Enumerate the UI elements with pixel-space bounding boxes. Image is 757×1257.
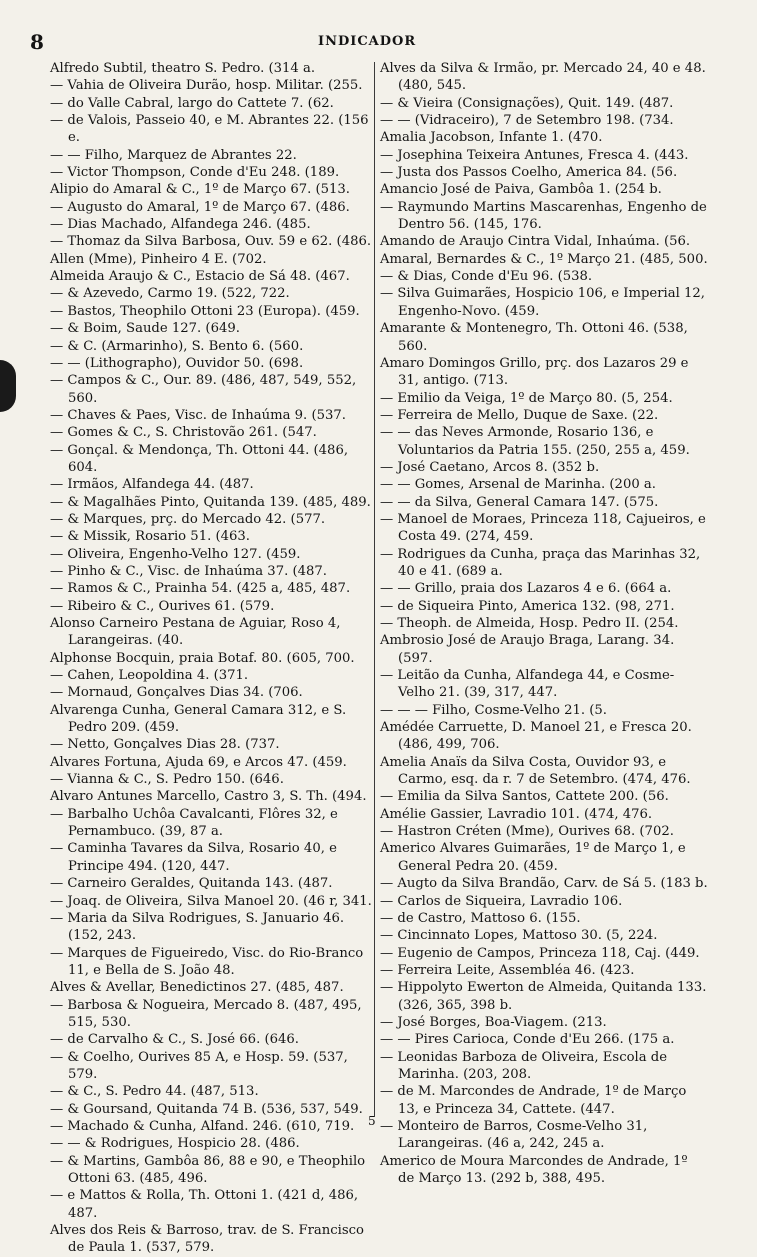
directory-entry: — — Grillo, praia dos Lazaros 4 e 6. (664 a. [380,581,672,597]
directory-entry: — Machado & Cunha, Alfand. 246. (610, 719. [50,1118,355,1134]
directory-entry: — Emilio da Veiga, 1º de Março 80. (5, 254. [380,390,673,406]
directory-entry: — Vahia de Oliveira Durão, hosp. Militar. (255. [50,78,363,94]
directory-entry: — & Azevedo, Carmo 19. (522, 722. [50,286,290,302]
directory-entry: — — Filho, Marquez de Abrantes 22. [50,147,297,163]
directory-entry: — e Mattos & Rolla, Th. Ottoni 1. (421 d, 486, 487. [50,1188,359,1221]
directory-entry: — Ferreira de Mello, Duque de Saxe. (22. [380,407,659,423]
directory-entry: — Bastos, Theophilo Ottoni 23 (Europa). (459. [50,303,360,319]
directory-entry: — Vianna & C., S. Pedro 150. (646. [50,772,284,788]
directory-entry: — — (Lithographo), Ouvidor 50. (698. [50,355,304,371]
directory-entry: — José Borges, Boa-Viagem. (213. [380,1014,607,1030]
directory-entry: Amancio José de Paiva, Gambôa 1. (254 b. [380,182,662,198]
directory-entry: — de Castro, Mattoso 6. (155. [380,910,581,926]
directory-entry: — Carlos de Siqueira, Lavradio 106. [380,893,623,909]
directory-entry: — — Pires Carioca, Conde d'Eu 266. (175 a. [380,1032,675,1048]
directory-entry: — Ribeiro & C., Ourives 61. (579. [50,598,275,614]
directory-entry: — Dias Machado, Alfandega 246. (485. [50,217,311,233]
directory-entry: — Ferreira Leite, Assembléa 46. (423. [380,962,635,978]
directory-entry: — Maria da Silva Rodrigues, S. Januario 46. (152, 243. [50,910,345,944]
directory-entry: — — — Filho, Cosme-Velho 21. (5. [380,702,607,718]
directory-entry: — & Boim, Saude 127. (649. [50,321,240,337]
directory-entry: — Netto, Gonçalves Dias 28. (737. [50,737,280,753]
directory-entry: — Barbosa & Nogueira, Mercado 8. (487, 495, 515, 530. [50,997,362,1030]
directory-entry: — Thomaz da Silva Barbosa, Ouv. 59 e 62. (486. [50,234,372,250]
directory-entry: — Monteiro de Barros, Cosme-Velho 31, Larangeiras. (46 a, 242, 245 a. [380,1118,648,1152]
directory-entry: — Theoph. de Almeida, Hosp. Pedro II. (254. [380,616,679,631]
directory-entry: Alphonse Bocquin, praia Botaf. 80. (605, 700. [50,650,355,666]
directory-entry: — & Goursand, Quitanda 74 B. (536, 537, 549. [50,1101,363,1117]
directory-entry: Alves dos Reis & Barroso, trav. de S. Francisco de Paula 1. (537, 579. [50,1223,364,1256]
directory-entry: — do Valle Cabral, largo do Cattete 7. (62. [50,95,334,111]
directory-entry: Americo Alvares Guimarães, 1º de Março 1, e General Pedra 20. (459. [380,841,686,874]
directory-entry: — Emilia da Silva Santos, Cattete 200. (56. [380,789,669,805]
directory-entry: — de Valois, Passeio 40, e M. Abrantes 22. (156 e. [50,113,369,146]
directory-entry: — Caminha Tavares da Silva, Rosario 40, e Principe 494. (120, 447. [50,841,337,874]
directory-entry: — Gonçal. & Mendonça, Th. Ottoni 44. (486, 604. [50,442,349,475]
directory-entry: Amalia Jacobson, Infante 1. (470. [380,130,603,146]
directory-entry: — & Vieira (Consignações), Quit. 149. (487. [380,95,674,111]
directory-entry: — Campos & C., Our. 89. (486, 487, 549, 552, 560. [50,373,357,406]
directory-entry: Alvares Fortuna, Ajuda 69, e Arcos 47. (459. [50,754,347,770]
signature-mark: 5 [368,1114,376,1128]
directory-entry: — — (Vidraceiro), 7 de Setembro 198. (734. [380,113,674,129]
directory-entry: — Victor Thompson, Conde d'Eu 248. (189. [50,165,340,181]
directory-entry: — Cahen, Leopoldina 4. (371. [50,668,249,684]
directory-entry: — Augusto do Amaral, 1º de Março 67. (486. [50,199,350,215]
directory-entry: Alvaro Antunes Marcello, Castro 3, S. Th. (494. [50,789,367,805]
directory-entry: — de Carvalho & C., S. José 66. (646. [50,1032,299,1048]
directory-entry: — Gomes & C., S. Christovão 261. (547. [50,425,317,441]
directory-entry: — Chaves & Paes, Visc. de Inhaúma 9. (537. [50,407,346,423]
directory-entry: — José Caetano, Arcos 8. (352 b. [380,459,600,475]
page-number: 8 [30,30,44,54]
directory-entry: — Manoel de Moraes, Princeza 118, Cajueiros, e Costa 49. (274, 459. [380,511,706,545]
directory-entry: — Leitão da Cunha, Alfandega 44, e Cosme-Velho 21. (39, 317, 447. [380,668,675,701]
directory-entry: — & Magalhães Pinto, Quitanda 139. (485, 489. [50,494,371,510]
directory-entry: — Irmãos, Alfandega 44. (487. [50,477,254,493]
directory-entry: — Marques de Figueiredo, Visc. do Rio-Branco 11, e Bella de S. João 48. [50,945,364,978]
directory-entry: — & Marques, prç. do Mercado 42. (577. [50,511,326,527]
directory-entry: Alves da Silva & Irmão, pr. Mercado 24, 40 e 48. (480, 545. [380,61,706,94]
binding-shadow [0,360,16,412]
directory-entry: — & Coelho, Ourives 85 A, e Hosp. 59. (537, 579. [50,1049,348,1082]
directory-entry: — Justa dos Passos Coelho, America 84. (56. [380,165,678,181]
directory-entry: — Carneiro Geraldes, Quitanda 143. (487. [50,876,333,892]
directory-entry: Almeida Araujo & C., Estacio de Sá 48. (467. [50,269,350,285]
directory-entry: — Eugenio de Campos, Princeza 118, Caj. (449. [380,945,700,961]
directory-entry: Allen (Mme), Pinheiro 4 E. (702. [50,251,267,267]
directory-entry: — Raymundo Martins Mascarenhas, Engenho de Dentro 56. (145, 176. [380,199,707,233]
directory-entry: — Leonidas Barboza de Oliveira, Escola de Marinha. (203, 208. [380,1049,668,1082]
directory-entry: — Silva Guimarães, Hospicio 106, e Imperial 12, Engenho-Novo. (459. [380,286,705,319]
directory-entry: — Mornaud, Gonçalves Dias 34. (706. [50,685,303,701]
left-column [50,60,377,1256]
directory-entry: Amarante & Montenegro, Th. Ottoni 46. (538, 560. [380,321,688,354]
directory-entry: — & Dias, Conde d'Eu 96. (538. [380,269,593,285]
directory-entry: — Josephina Teixeira Antunes, Fresca 4. (443. [380,147,689,163]
directory-entry: — Barbalho Uchôa Cavalcanti, Flôres 32, e Pernambuco. (39, 87 a. [50,806,338,840]
directory-entry: Alonso Carneiro Pestana de Aguiar, Roso 4, Larangeiras. (40. [50,616,341,649]
directory-entry: Americo de Moura Marcondes de Andrade, 1º de Março 13. (292 b, 388, 495. [380,1153,688,1186]
column-divider [374,62,375,1117]
directory-entry: — & C., S. Pedro 44. (487, 513. [50,1084,259,1100]
directory-entry: Alves & Avellar, Benedictinos 27. (485, 487. [50,980,344,996]
directory-entry: — Hippolyto Ewerton de Almeida, Quitanda 133. (326, 365, 398 b. [380,980,707,1013]
directory-entry: Amélie Gassier, Lavradio 101. (474, 476. [380,806,653,822]
directory-entry: — Cincinnato Lopes, Mattoso 30. (5, 224. [380,928,658,944]
directory-entry: — & Martins, Gambôa 86, 88 e 90, e Theophilo Ottoni 63. (485, 496. [50,1153,366,1186]
directory-entry: — — da Silva, General Camara 147. (575. [380,494,659,510]
directory-entry: — — & Rodrigues, Hospicio 28. (486. [50,1136,300,1152]
directory-entry: — Hastron Créten (Mme), Ourives 68. (702. [380,824,674,840]
directory-entry: — — das Neves Armonde, Rosario 136, e Voluntarios da Patria 155. (250, 255 a, 459. [380,425,690,458]
directory-entry: Amaral, Bernardes & C., 1º Março 21. (485, 500. [380,251,708,267]
directory-entry: — Rodrigues da Cunha, praça das Marinhas 32, 40 e 41. (689 a. [380,546,701,579]
directory-entry: — & Missik, Rosario 51. (463. [50,529,250,545]
directory-entry: — de M. Marcondes de Andrade, 1º de Março 13, e Princeza 34, Cattete. (447. [380,1084,687,1117]
directory-entry: — Joaq. de Oliveira, Silva Manoel 20. (46 r, 341. [50,893,372,909]
directory-entry: — Oliveira, Engenho-Velho 127. (459. [50,546,301,562]
directory-entry: Amaro Domingos Grillo, prç. dos Lazaros 29 e 31, antigo. (713. [380,355,689,389]
directory-entry: — Ramos & C., Prainha 54. (425 a, 485, 487. [50,581,351,597]
directory-entry: — Pinho & C., Visc. de Inhaúma 37. (487. [50,563,327,579]
running-head-title: INDICADOR [318,34,417,49]
right-column [380,60,708,1186]
directory-entry: — Augto da Silva Brandão, Carv. de Sá 5. (183 b. [380,876,708,892]
directory-entry: Alvarenga Cunha, General Camara 312, e S. Pedro 209. (459. [50,702,347,736]
directory-entry: Amelia Anaïs da Silva Costa, Ouvidor 93, e Carmo, esq. da r. 7 de Setembro. (474, 476. [380,754,691,788]
directory-entry: Amédée Carruette, D. Manoel 21, e Fresca 20. (486, 499, 706. [380,720,692,753]
directory-entry: Amando de Araujo Cintra Vidal, Inhaúma. (56. [380,234,691,250]
directory-entry: — — Gomes, Arsenal de Marinha. (200 a. [380,477,656,493]
directory-entry: — & C. (Armarinho), S. Bento 6. (560. [50,338,304,354]
directory-entry: — de Siqueira Pinto, America 132. (98, 271. [380,598,675,614]
directory-entry: Ambrosio José de Araujo Braga, Larang. 34. (597. [380,633,675,666]
directory-entry: Alipio do Amaral & C., 1º de Março 67. (513. [50,182,350,198]
directory-entry: Alfredo Subtil, theatro S. Pedro. (314 a. [50,61,316,76]
